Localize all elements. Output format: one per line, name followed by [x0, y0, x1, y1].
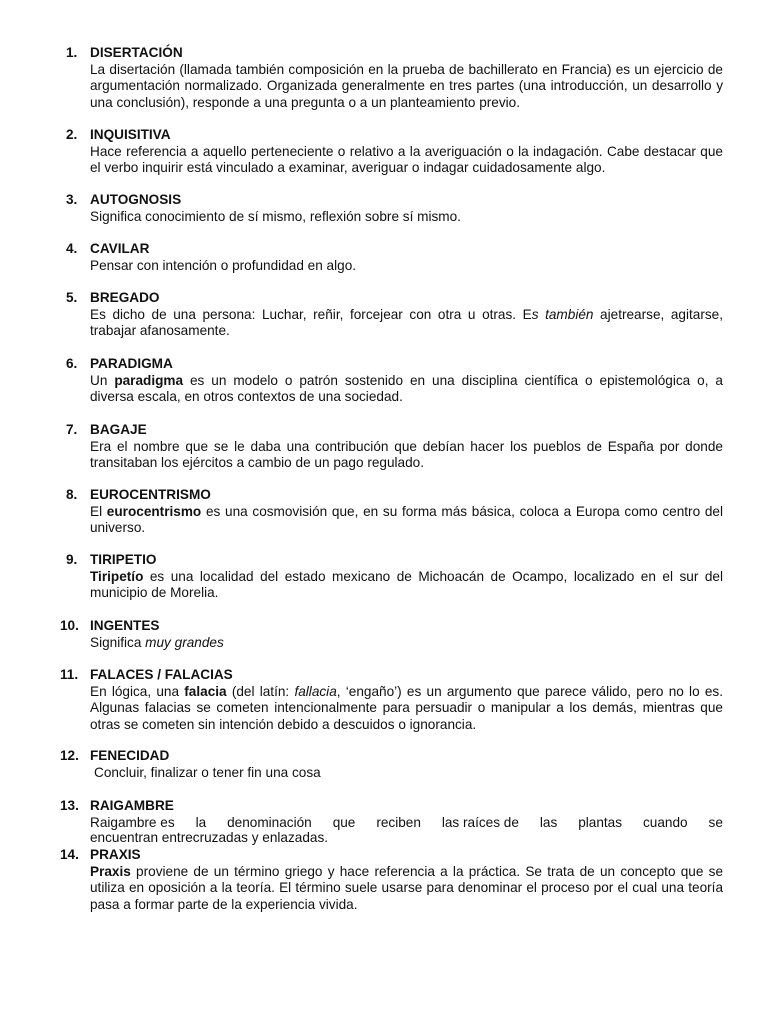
entry-number: 10. [60, 618, 79, 633]
entry-number: 5. [66, 290, 78, 305]
entry-falacias [60, 667, 723, 733]
definition-keyword: paradigma [114, 372, 184, 388]
definition-word: Raigambre es [90, 814, 175, 830]
definition-word: que [332, 814, 356, 830]
entry-fenecidad [60, 748, 723, 781]
entry-autognosis [66, 192, 723, 225]
entry-praxis [60, 847, 723, 913]
definition-text: (del latín: [226, 683, 295, 699]
definition-emphasis: fallacia [294, 683, 337, 699]
definition-keyword: Praxis [90, 863, 131, 879]
definition-text: El [90, 503, 107, 519]
entry-term: EUROCENTRISMO [90, 487, 211, 502]
entry-number: 12. [60, 748, 79, 763]
entry-disertacion [66, 45, 723, 111]
entry-term: BREGADO [90, 290, 160, 305]
entry-number: 14. [60, 847, 79, 862]
entry-definition: Era el nombre que se le daba una contribución que debían hacer los pueblos de España por donde transitaban los ejércitos a cambio de un pago regulado. [90, 438, 723, 470]
entry-term: PRAXIS [90, 847, 141, 862]
entry-term: RAIGAMBRE [90, 798, 174, 813]
definition-text: ajetrearse, agitarse, trabajar afanosamente. [90, 306, 723, 338]
entry-term: PARADIGMA [90, 356, 173, 371]
definition-word: la [195, 814, 207, 830]
definition-word: las [539, 814, 558, 830]
entry-term: DISERTACIÓN [90, 45, 183, 60]
definition-emphasis: muy grandes [145, 634, 224, 650]
entry-term: FALACES / FALACIAS [90, 667, 233, 682]
definition-text: Es dicho de una persona: Luchar, reñir, forcejear con otra u otras. E [90, 306, 532, 322]
entry-term: CAVILAR [90, 241, 150, 256]
definition-text: , ‘engaño’) es un argumento que parece válido, pero no lo es. Algunas falacias se cometen intencionalmente para persuadir o manipular a los demás, mientras que otras se cometen sin intención debido a descuidos o ignorancia. [90, 683, 723, 732]
entry-definition [90, 864, 723, 914]
definition-text: En lógica, una [90, 683, 185, 699]
entry-definition: Pensar con intención o profundidad en algo. [90, 257, 357, 273]
entry-term: INGENTES [90, 618, 160, 633]
entry-definition [90, 684, 723, 734]
entry-definition [90, 373, 723, 406]
entry-definition: Hace referencia a aquello perteneciente o relativo a la averiguación o la indagación. Cabe destacar que el verbo inquirir está vinculado a examinar, averiguar o indagar cuidadosamente algo. [90, 143, 723, 175]
entry-definition: Concluir, finalizar o tener fin una cosa [94, 764, 321, 780]
entry-cavilar [66, 241, 723, 274]
definition-word: reciben [376, 814, 421, 830]
definition-text: es una cosmovisión que, en su forma más básica, coloca a Europa como centro del universo. [90, 503, 723, 535]
entry-definition [90, 307, 723, 340]
definition-emphasis: s también [531, 306, 594, 322]
entry-bregado [66, 290, 723, 340]
definition-keyword: eurocentrismo [106, 503, 202, 519]
entry-term: INQUISITIVA [90, 127, 171, 142]
entry-paradigma [66, 356, 723, 406]
entry-term: FENECIDAD [90, 748, 170, 763]
definition-text: Significa [90, 634, 146, 650]
definition-word: se [708, 814, 723, 830]
entry-raigambre [60, 798, 723, 845]
entry-definition [90, 635, 723, 652]
entry-number: 3. [66, 192, 78, 207]
entry-term: TIRIPETIO [90, 552, 157, 567]
entry-term: AUTOGNOSIS [90, 192, 182, 207]
entry-definition [90, 504, 723, 537]
definition-word: plantas [578, 814, 623, 830]
entry-number: 4. [66, 241, 78, 256]
definition-text: es un modelo o patrón sostenido en una disciplina científica o epistemológica o, a diversa escala, en otros contextos de una sociedad. [90, 372, 723, 404]
entry-number: 11. [60, 667, 79, 682]
entry-definition-line2: encuentran entrecruzadas y enlazadas. [90, 829, 329, 845]
definition-keyword: Tiripetío [90, 568, 144, 584]
definition-text: proviene de un término griego y hace referencia a la práctica. Se trata de un concepto que se utiliza en oposición a la teoría. El término suele usarse para denominar el proceso por el cual una teoría pasa a formar parte de la experiencia vivida. [90, 863, 723, 912]
entry-number: 8. [66, 487, 78, 502]
definition-word: las raíces de [441, 814, 519, 830]
entry-definition: La disertación (llamada también composición en la prueba de bachillerato en Francia) es un ejercicio de argumentación normalizado. Organizada generalmente en tres partes (una introducción, un desarrollo y una conclusión), responde a una pregunta o a un planteamiento previo. [90, 61, 723, 110]
entry-number: 9. [66, 552, 78, 567]
entry-number: 13. [60, 798, 79, 813]
entry-definition [90, 569, 723, 602]
definition-keyword: falacia [184, 683, 227, 699]
entry-definition: Significa conocimiento de sí mismo, reflexión sobre sí mismo. [90, 208, 461, 224]
definition-word: denominación [227, 814, 312, 830]
entry-bagaje [66, 422, 723, 472]
entry-term: BAGAJE [90, 422, 147, 437]
entry-ingentes [60, 618, 723, 651]
entry-definition [90, 815, 723, 830]
entry-number: 6. [66, 356, 78, 371]
definition-word: cuando [642, 814, 688, 830]
entry-inquisitiva [66, 127, 723, 177]
entry-number: 1. [66, 45, 78, 60]
entry-number: 2. [66, 127, 78, 142]
entry-tiripetio [66, 552, 723, 602]
entry-eurocentrismo [66, 487, 723, 537]
definition-text: Un [90, 372, 115, 388]
entry-number: 7. [66, 422, 78, 437]
definition-text: es una localidad del estado mexicano de Michoacán de Ocampo, localizado en el sur del municipio de Morelia. [90, 568, 723, 600]
